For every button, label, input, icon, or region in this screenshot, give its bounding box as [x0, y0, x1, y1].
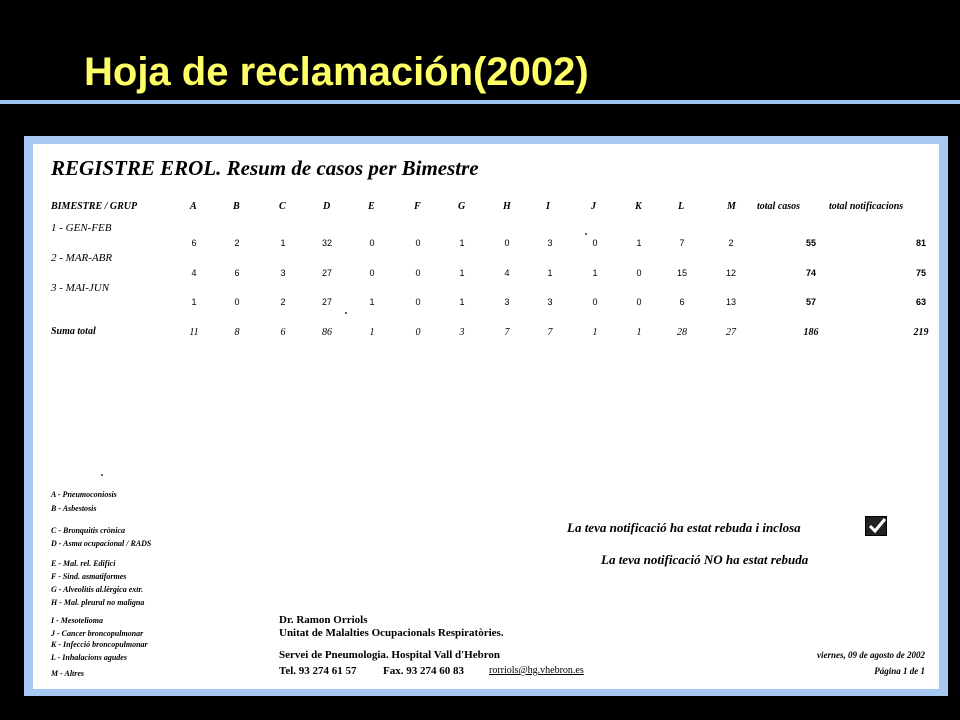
sum-label: Suma total [51, 326, 96, 337]
table-cell: 3 [547, 297, 553, 307]
table-cell: 0 [369, 238, 375, 248]
table-cell: 0 [636, 268, 642, 278]
total-cases-cell: 57 [805, 297, 816, 307]
table-cell: 2 [280, 297, 286, 307]
table-cell: 2 [728, 238, 734, 248]
document-title: REGISTRE EROL. Resum de casos per Bimestre [51, 156, 479, 180]
table-cell: 0 [636, 297, 642, 307]
row-label-2: 2 - MAR-ABR [51, 252, 113, 264]
sum-cell: 1 [369, 327, 375, 338]
table-cell: 0 [415, 238, 421, 248]
total-notifications-cell: 63 [915, 297, 926, 307]
table-cell: 6 [191, 238, 197, 248]
table-cell: 1 [369, 297, 375, 307]
table-cell: 1 [459, 297, 465, 307]
table-cell: 0 [592, 238, 598, 248]
sum-cell: 27 [726, 327, 736, 338]
table-cell: 6 [679, 297, 685, 307]
group-header-f: F [414, 201, 421, 212]
sum-cell: 0 [415, 327, 421, 338]
sum-cell: 3 [459, 327, 465, 338]
slide-title: Hoja de reclamación(2002) [84, 50, 589, 94]
group-header-i: I [546, 201, 550, 212]
sum-cell: 86 [322, 327, 332, 338]
table-cell: 1 [459, 238, 465, 248]
sum-cell: 11 [189, 327, 199, 338]
table-cell: 0 [369, 268, 375, 278]
table-cell: 0 [592, 297, 598, 307]
signature-unit: Unitat de Malalties Ocupacionals Respiratòries. [279, 627, 504, 639]
table-cell: 3 [280, 268, 286, 278]
table-cell: 4 [191, 268, 197, 278]
total-cases-cell: 74 [805, 268, 816, 278]
sum-total-cases-cell: 186 [803, 327, 819, 338]
total-notifications-header: total notificacions [829, 201, 904, 212]
sum-cell: 7 [504, 327, 510, 338]
table-cell: 1 [280, 238, 286, 248]
signature-fax: Fax. 93 274 60 83 [383, 665, 464, 677]
signature-name: Dr. Ramon Orriols [279, 614, 368, 626]
group-header-m: M [727, 201, 736, 212]
legend-item: J - Cancer broncopulmonar [51, 629, 144, 638]
table-cell: 1 [592, 268, 598, 278]
scan-speck [345, 312, 347, 314]
table-cell: 1 [636, 238, 642, 248]
group-header-l: L [678, 201, 685, 212]
scan-speck [585, 233, 587, 235]
table-cell: 1 [547, 268, 553, 278]
table-cell: 1 [459, 268, 465, 278]
notice-included: La teva notificació ha estat rebuda i inclosa [567, 520, 801, 535]
group-header-g: G [458, 201, 466, 212]
group-header-j: J [591, 201, 596, 212]
scanned-document [33, 144, 939, 689]
legend-item: M - Altres [51, 669, 85, 678]
sum-cell: 28 [677, 327, 687, 338]
legend-item: I - Mesotelioma [51, 616, 103, 625]
table-cell: 2 [234, 238, 240, 248]
group-header-c: C [279, 201, 286, 212]
legend-item: L - Inhalacions agudes [51, 653, 127, 662]
table-cell: 32 [321, 238, 332, 248]
group-header-a: A [190, 201, 197, 212]
table-cell: 27 [321, 297, 332, 307]
check-icon [867, 517, 887, 535]
table-cell: 6 [234, 268, 240, 278]
legend-item: K - Infecció broncopulmonar [51, 640, 148, 649]
table-cell: 3 [547, 238, 553, 248]
page-number: Página 1 de 1 [874, 666, 925, 676]
table-cell: 27 [321, 268, 332, 278]
table-cell: 7 [679, 238, 685, 248]
legend-item: H - Mal. pleural no maligna [51, 598, 145, 607]
row-label-1: 1 - GEN-FEB [51, 222, 112, 234]
total-notifications-cell: 75 [915, 268, 926, 278]
group-header-h: H [503, 201, 511, 212]
email-link[interactable]: rorriols@hg.vhebron.es [489, 665, 584, 676]
total-notifications-cell: 81 [915, 238, 926, 248]
group-header-b: B [233, 201, 240, 212]
row-label-3: 3 - MAI-JUN [51, 282, 110, 294]
legend-item: F - Sind. asmatiformes [51, 572, 127, 581]
document-date: viernes, 09 de agosto de 2002 [817, 650, 925, 660]
group-header-k: K [635, 201, 642, 212]
group-header-d: D [323, 201, 331, 212]
signature-tel: Tel. 93 274 61 57 [279, 665, 357, 677]
total-cases-header: total casos [757, 201, 801, 212]
sum-total-notifications-cell: 219 [913, 327, 929, 338]
table-cell: 0 [415, 268, 421, 278]
sum-cell: 6 [280, 327, 286, 338]
table-cell: 15 [676, 268, 687, 278]
group-header-e: E [368, 201, 375, 212]
legend-item: G - Alveolitis al.lèrgica extr. [51, 585, 144, 594]
table-cell: 0 [415, 297, 421, 307]
included-checkbox [865, 516, 887, 536]
title-divider [0, 100, 960, 104]
sum-cell: 1 [636, 327, 642, 338]
sum-cell: 7 [547, 327, 553, 338]
table-cell: 13 [725, 297, 736, 307]
table-cell: 12 [725, 268, 736, 278]
legend-item: B - Asbestosis [51, 504, 97, 513]
table-cell: 0 [504, 238, 510, 248]
table-cell: 1 [191, 297, 197, 307]
signature-service: Servei de Pneumologia. Hospital Vall d'Hebron [279, 649, 501, 661]
sum-cell: 1 [592, 327, 598, 338]
table-cell: 4 [504, 268, 510, 278]
legend-item: C - Bronquitis crònica [51, 526, 126, 535]
table-cell: 0 [234, 297, 240, 307]
sum-cell: 8 [234, 327, 240, 338]
total-cases-cell: 55 [805, 238, 816, 248]
scan-speck [101, 474, 103, 476]
notice-not-received: La teva notificació NO ha estat rebuda [601, 552, 809, 567]
legend-item: E - Mal. rel. Edifici [51, 559, 116, 568]
legend-item: A - Pneumoconiosis [51, 490, 117, 499]
row-header: BIMESTRE / GRUP [51, 201, 138, 212]
table-cell: 3 [504, 297, 510, 307]
legend-item: D - Asma ocupacional / RADS [51, 539, 152, 548]
